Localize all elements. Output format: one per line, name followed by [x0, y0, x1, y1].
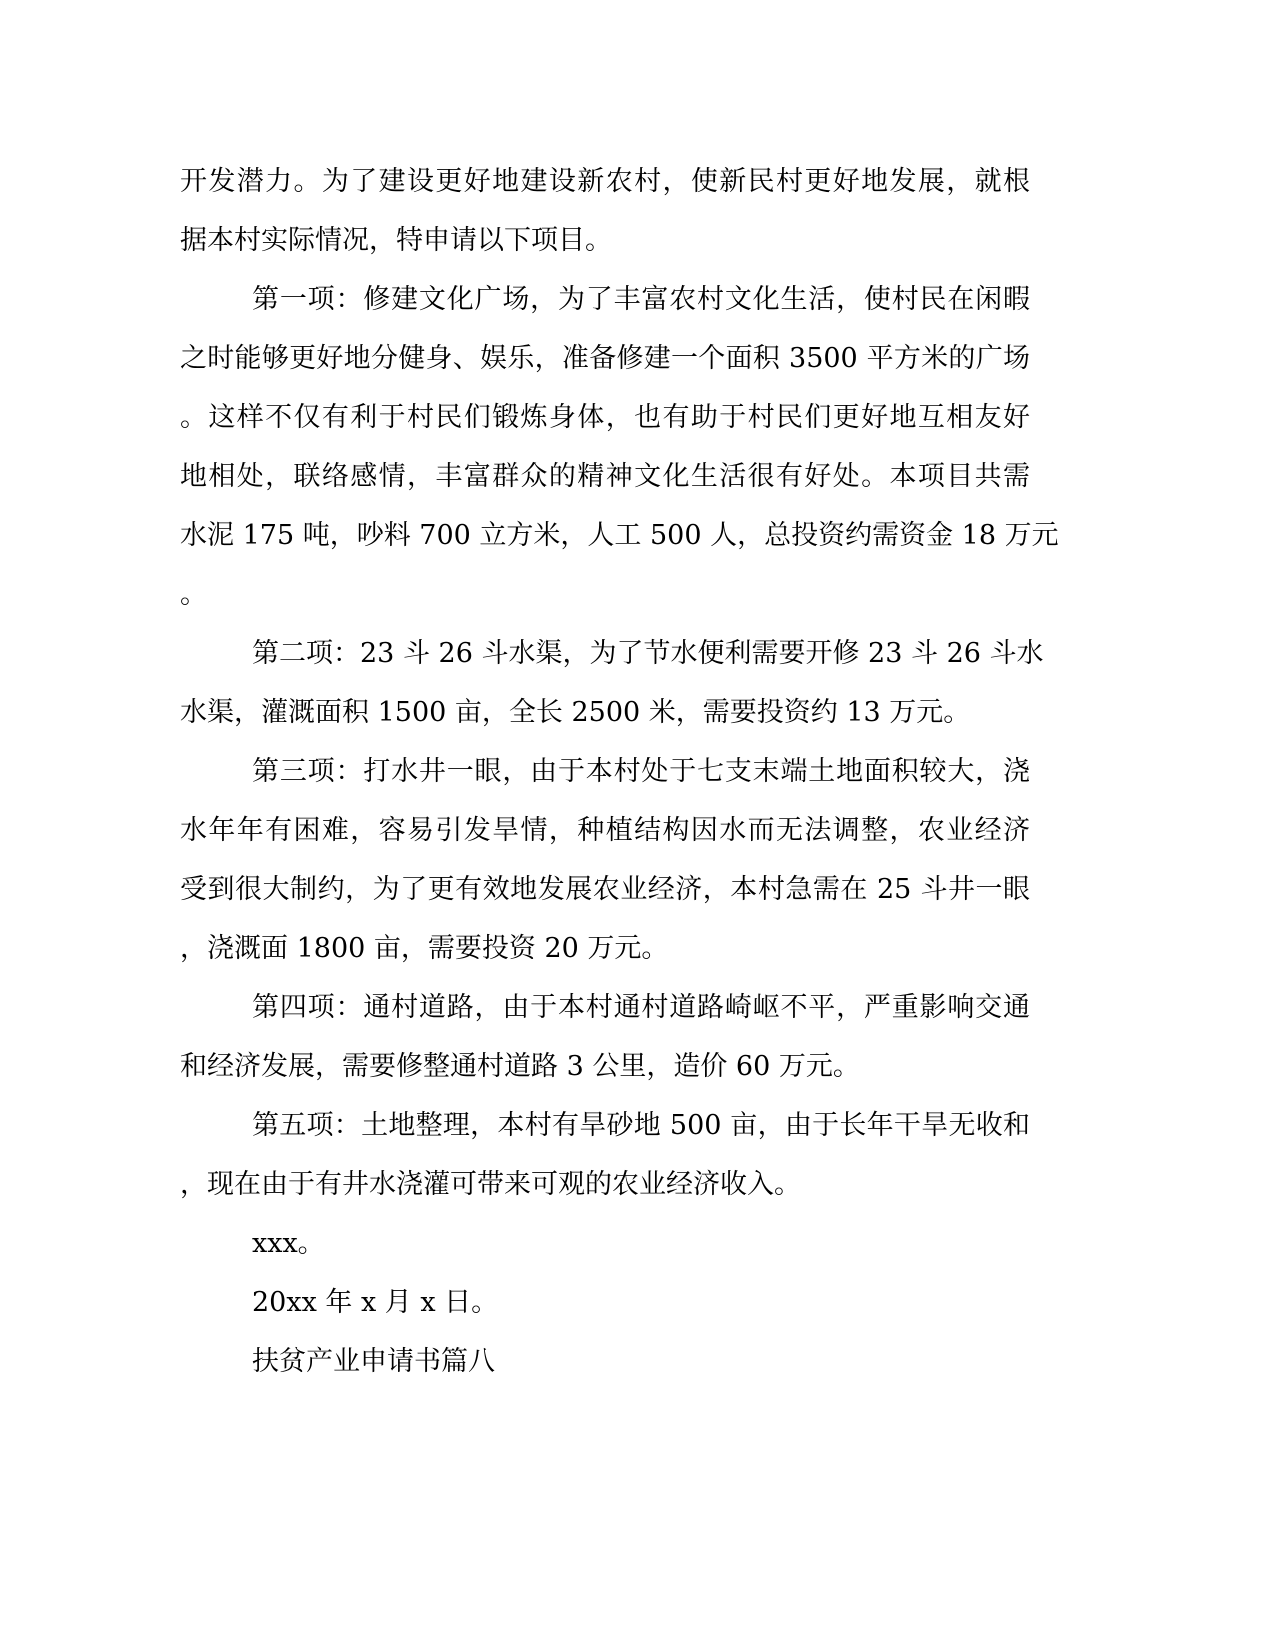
text-line: ，浇溉面 1800 亩，需要投资 20 万元。: [180, 933, 669, 964]
text-line: 第四项：通村道路，由于本村通村道路崎岖不平，严重影响交通: [252, 992, 1030, 1023]
text-line: 水渠，灌溉面积 1500 亩，全长 2500 米，需要投资约 13 万元。: [180, 697, 971, 728]
text-line: 第三项：打水井一眼，由于本村处于七支末端土地面积较大，浇: [252, 756, 1030, 787]
text-line: 第一项：修建文化广场，为了丰富农村文化生活，使村民在闲暇: [252, 284, 1030, 315]
text-line: 和经济发展，需要修整通村道路 3 公里，造价 60 万元。: [180, 1051, 860, 1082]
text-line: ，现在由于有井水浇灌可带来可观的农业经济收入。: [180, 1169, 801, 1200]
section-heading: 扶贫产业申请书篇八: [252, 1346, 495, 1377]
text-line: 。: [180, 579, 207, 610]
signature-line: xxx。: [252, 1228, 325, 1259]
text-line: 受到很大制约，为了更有效地发展农业经济，本村急需在 25 斗井一眼: [180, 874, 1030, 905]
text-line: 水年年有困难，容易引发旱情，种植结构因水而无法调整，农业经济: [180, 815, 1030, 846]
text-line: 据本村实际情况，特申请以下项目。: [180, 225, 612, 256]
text-line: 地相处，联络感情，丰富群众的精神文化生活很有好处。本项目共需: [180, 461, 1030, 492]
text-line: 开发潜力。为了建设更好地建设新农村，使新民村更好地发展，就根: [180, 166, 1030, 197]
text-line: 第五项：土地整理，本村有旱砂地 500 亩，由于长年干旱无收和: [252, 1110, 1030, 1141]
text-line: 之时能够更好地分健身、娱乐，准备修建一个面积 3500 平方米的广场: [180, 343, 1030, 374]
date-line: 20xx 年 x 月 x 日。: [252, 1287, 499, 1318]
text-line: 水泥 175 吨，吵料 700 立方米，人工 500 人，总投资约需资金 18 万元: [180, 520, 1059, 551]
text-line: 。这样不仅有利于村民们锻炼身体，也有助于村民们更好地互相友好: [180, 402, 1030, 433]
text-line: 第二项：23 斗 26 斗水渠，为了节水便利需要开修 23 斗 26 斗水: [252, 638, 1044, 669]
